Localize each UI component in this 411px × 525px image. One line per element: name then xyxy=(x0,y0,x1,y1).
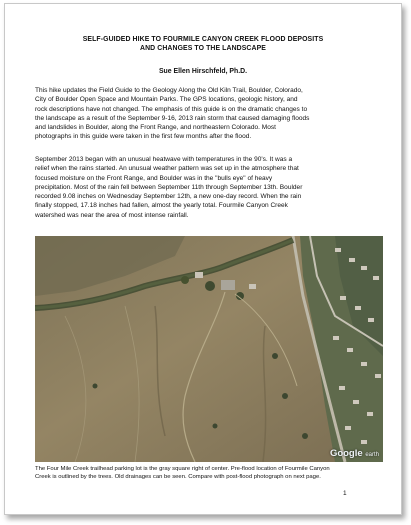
paragraph-line: rock descriptions have not changed. The emphasis of this guide is on the dramatic changes to xyxy=(35,105,308,113)
title-line-1: SELF-GUIDED HIKE TO FOURMILE CANYON CREEK FLOOD DEPOSITS xyxy=(82,36,324,43)
google-earth-watermark: Google earth xyxy=(329,448,379,459)
aerial-photo xyxy=(35,236,383,462)
paragraph-line: September 2013 began with an unusual heatwave with temperatures in the 90's. It was a xyxy=(35,156,293,163)
author-name: Sue Ellen Hirschfeld, Ph.D. xyxy=(158,68,248,75)
paragraph-line: finally stopped, 17.18 inches had fallen, almost the yearly total. Fourmile Canyon Creek xyxy=(35,202,288,210)
paragraph-line: recorded 9.08 inches on Wednesday September 12th, a new one-day record. When the rain xyxy=(35,193,302,201)
paragraph-line: and landslides in Boulder, along the Front Range, and northeastern Colorado. Most xyxy=(35,124,276,132)
paragraph-line: This hike updates the Field Guide to the Geology Along the Old Kiln Trail, Boulder, Colorado, xyxy=(35,87,303,94)
photo-caption xyxy=(35,465,385,481)
paragraph-line: watershed was near the area of most intense rainfall. xyxy=(35,211,189,219)
paragraph-line: focused moisture on the Front Range, and Boulder was in the "bulls eye" of heavy xyxy=(35,174,273,182)
paragraph-line: the landscape as a result of the September 9-16, 2013 rain storm that caused damaging floods xyxy=(35,114,310,122)
caption-line: Creek is outlined by the trees. Old drainages can be seen. Compare with post-flood photograph on next page. xyxy=(35,474,321,480)
title-line-2: AND CHANGES TO THE LANDSCAPE xyxy=(140,45,266,52)
paragraph-line: relief when the rains started. An unusual weather pattern was set up in the atmosphere that xyxy=(35,165,299,173)
weather-paragraph xyxy=(35,155,385,220)
page-number: 1 xyxy=(343,490,347,497)
paragraph-line: City of Boulder Open Space and Mountain Parks. The GPS locations, geologic history, and xyxy=(35,96,298,104)
paragraph-line: photographs in this guide were taken in the first few months after the flood. xyxy=(35,133,252,141)
aerial-photo-graphic xyxy=(35,236,383,462)
document-title xyxy=(5,35,401,53)
caption-line: The Four Mile Creek trailhead parking lot is the gray square right of center. Pre-flood location of Fourmile Canyon xyxy=(35,466,330,472)
document-page xyxy=(4,3,402,515)
intro-paragraph xyxy=(35,86,385,142)
paragraph-line: precipitation. Most of the rain fell between September 11th through September 13th. Boulder xyxy=(35,183,303,191)
